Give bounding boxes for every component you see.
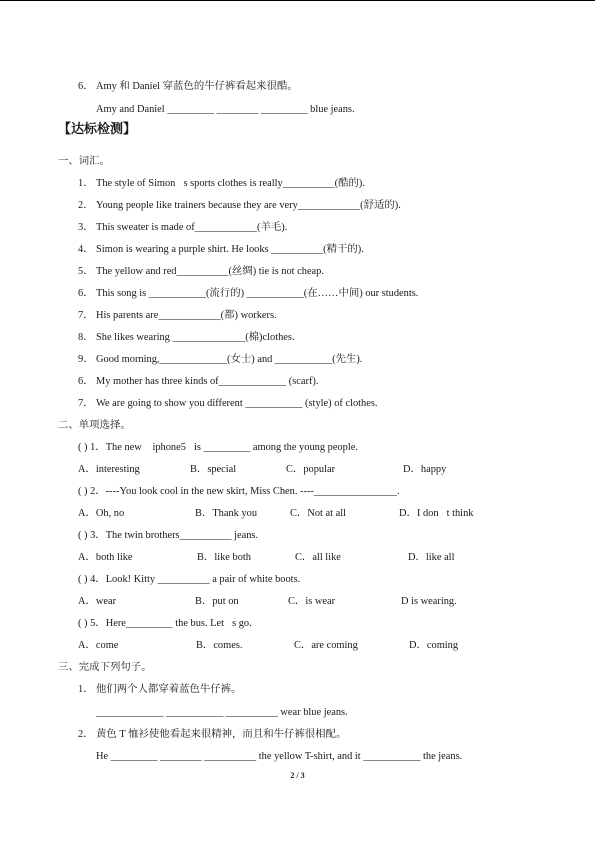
sentence-number: 1． xyxy=(78,684,94,695)
mc-option-a: A．interesting xyxy=(78,464,140,475)
vocab-number: 5． xyxy=(78,266,94,277)
mc-option-a: A．wear xyxy=(78,596,117,607)
vocab-item: The style of Simon s sports clothes is really__________(酷的). xyxy=(96,178,365,189)
vocab-number: 8． xyxy=(78,332,94,343)
mc-option-a: A．Oh, no xyxy=(78,508,125,519)
vocab-number: 4． xyxy=(78,244,94,255)
vocab-number: 1． xyxy=(78,178,94,189)
part3-heading: 三、完成下列句子。 xyxy=(58,662,152,673)
top-rule xyxy=(0,0,595,1)
vocab-item: My mother has three kinds of_____________ (scarf). xyxy=(96,376,319,387)
vocab-number: 6． xyxy=(78,288,94,299)
mc-option-b: B．special xyxy=(190,464,237,475)
mc-question: ( ) 2．----You look cool in the new skirt, Miss Chen. ----________________. xyxy=(78,486,400,497)
q6-chinese: Amy 和 Daniel 穿蓝色的牛仔裤看起来很酷。 xyxy=(96,81,298,92)
vocab-item: His parents are____________(都) workers. xyxy=(96,310,277,321)
mc-question: ( ) 5．Here_________ the bus. Let s go. xyxy=(78,618,252,629)
vocab-number: 7． xyxy=(78,398,94,409)
vocab-item: Good morning,_____________(女士) and ___________(先生). xyxy=(96,354,363,365)
part2-heading: 二、单项选择。 xyxy=(58,420,131,431)
mc-option-b: B．comes. xyxy=(196,640,243,651)
mc-option-c: C．popular xyxy=(286,464,336,475)
mc-question: ( ) 1．The new  iphone5 is _________ among the young people. xyxy=(78,442,358,453)
mc-option-d: D．I don t think xyxy=(399,508,474,519)
vocab-item: Simon is wearing a purple shirt. He looks __________(精干的). xyxy=(96,244,364,255)
mc-option-c: C．Not at all xyxy=(290,508,346,519)
vocab-item: Young people like trainers because they are very____________(舒适的). xyxy=(96,200,401,211)
sentence-chinese: 黄色 T 恤衫使他看起来很精神，而且和牛仔裤很相配。 xyxy=(96,729,347,740)
sentence-chinese: 他们两个人都穿着蓝色牛仔裤。 xyxy=(96,684,242,695)
mc-option-a: A．both like xyxy=(78,552,133,563)
mc-option-a: A．come xyxy=(78,640,119,651)
part1-heading: 一、词汇。 xyxy=(58,156,110,167)
vocab-number: 3． xyxy=(78,222,94,233)
mc-option-d: D．coming xyxy=(409,640,459,651)
sentence-english: _____________ ___________ __________ wear blue jeans. xyxy=(96,707,348,718)
mc-option-c: C．all like xyxy=(295,552,341,563)
section-title: 【达标检测】 xyxy=(58,122,137,137)
q6-number: 6． xyxy=(78,81,94,92)
vocab-item: We are going to show you different ___________ (style) of clothes. xyxy=(96,398,378,409)
vocab-item: This song is ___________(流行的) ___________(在……中间) our students. xyxy=(96,288,419,299)
mc-option-d: D is wearing. xyxy=(401,596,457,607)
mc-option-d: D．like all xyxy=(408,552,455,563)
vocab-item: This sweater is made of____________(羊毛). xyxy=(96,222,288,233)
mc-option-b: B．like both xyxy=(197,552,251,563)
vocab-number: 7． xyxy=(78,310,94,321)
vocab-number: 6． xyxy=(78,376,94,387)
mc-option-c: C．are coming xyxy=(294,640,358,651)
sentence-english: He _________ ________ __________ the yellow T-shirt, and it ___________ the jeans. xyxy=(96,751,463,762)
page-number: 2 / 3 xyxy=(290,771,305,780)
vocab-number: 9． xyxy=(78,354,94,365)
mc-option-c: C．is wear xyxy=(288,596,336,607)
mc-option-d: D．happy xyxy=(403,464,447,475)
vocab-number: 2． xyxy=(78,200,94,211)
mc-option-b: B．put on xyxy=(195,596,239,607)
mc-question: ( ) 4．Look! Kitty __________ a pair of white boots. xyxy=(78,574,301,585)
vocab-item: The yellow and red__________(丝绸) tie is not cheap. xyxy=(96,266,324,277)
q6-english: Amy and Daniel _________ ________ _________ blue jeans. xyxy=(96,104,355,115)
mc-option-b: B．Thank you xyxy=(195,508,258,519)
vocab-item: She likes wearing ______________(棉)clothes. xyxy=(96,332,295,343)
sentence-number: 2． xyxy=(78,729,94,740)
mc-question: ( ) 3．The twin brothers__________ jeans. xyxy=(78,530,259,541)
